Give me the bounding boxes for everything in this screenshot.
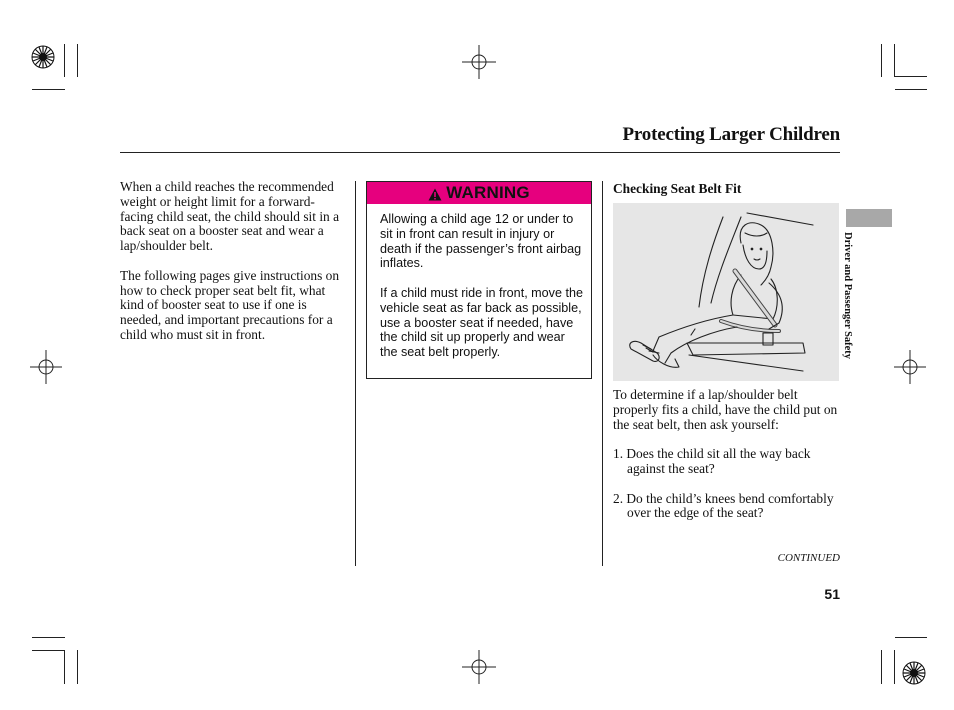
- checklist-item: 1. Does the child sit all the way back against the seat?: [613, 446, 811, 476]
- seat-belt-illustration: [613, 203, 839, 381]
- page-number: 51: [824, 586, 840, 602]
- section-side-label: [842, 232, 866, 392]
- intro-column: [120, 180, 348, 358]
- crosshair-icon: [894, 350, 926, 384]
- intro-paragraph: When a child reaches the recommended weight or height limit for a forward-facing child seat, the child should sit in a back seat on a booster seat and wear a lap/shoulder belt.: [120, 179, 340, 254]
- checklist-item: 2. Do the child’s knees bend comfortably over the edge of the seat?: [613, 490, 834, 521]
- registration-starburst-icon: [903, 662, 925, 684]
- section-side-label-text: Driver and Passenger Safety: [842, 232, 853, 360]
- warning-header: [367, 182, 591, 204]
- section-heading: Checking Seat Belt Fit: [613, 181, 742, 196]
- checklist-column: [613, 388, 841, 536]
- warning-body: [380, 212, 585, 375]
- title-rule: [120, 152, 840, 153]
- child-in-booster-seat-illustration: [613, 203, 839, 381]
- page-title: Protecting Larger Children: [622, 124, 840, 145]
- crosshair-icon: [462, 650, 496, 684]
- continued-label: CONTINUED: [777, 552, 840, 564]
- intro-paragraph: The following pages give instructions on how to check proper seat belt fit, what kind of booster seat to use if one is needed, and important precautions for a child who must sit in front.: [120, 267, 340, 342]
- checklist-intro: To determine if a lap/shoulder belt properly fits a child, have the child put on the seat belt, then ask yourself:: [613, 387, 838, 432]
- column-divider: [355, 181, 356, 566]
- crosshair-icon: [30, 350, 62, 384]
- section-tab: [846, 209, 892, 227]
- warning-triangle-icon: [428, 188, 442, 201]
- registration-starburst-icon: [32, 46, 54, 68]
- warning-paragraph: If a child must ride in front, move the vehicle seat as far back as possible, use a booster seat if needed, have the child sit up properly and wear the seat belt properly.: [380, 285, 583, 360]
- column-divider: [602, 181, 603, 566]
- crosshair-icon: [462, 45, 496, 79]
- warning-paragraph: Allowing a child age 12 or under to sit in front can result in injury or death if the passenger’s front airbag inflates.: [380, 212, 582, 271]
- warning-box: [366, 181, 592, 379]
- warning-label: WARNING: [446, 183, 530, 202]
